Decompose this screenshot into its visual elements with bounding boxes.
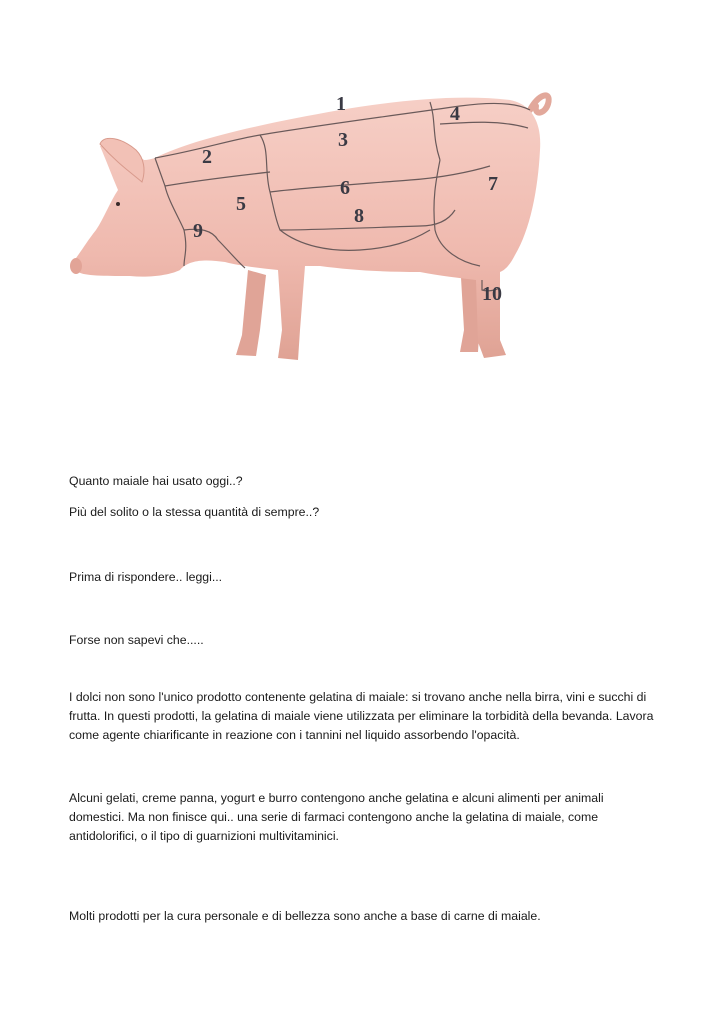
paragraph-question-2: Più del solito o la stessa quantità di sempre..? [69, 505, 320, 519]
cut-label-1: 1 [336, 93, 346, 115]
paragraph-foods-drugs: Alcuni gelati, creme panna, yogurt e burro contengono anche gelatina e alcuni alimenti per animali domestici. Ma non finisce qui.. una serie di farmaci contengono anche la gelatina di maiale, come antidolorifici, o il tipo di guarnizioni multivitaminici. [69, 791, 604, 843]
pig-tail [530, 95, 549, 112]
pig-snout [70, 258, 82, 274]
cut-label-9: 9 [193, 220, 203, 242]
cut-label-2: 2 [202, 146, 212, 168]
paragraph-question-1: Quanto maiale hai usato oggi..? [69, 474, 243, 488]
cut-label-6: 6 [340, 177, 350, 199]
cut-label-3: 3 [338, 129, 348, 151]
pig-svg [60, 80, 560, 370]
cut-label-7: 7 [488, 173, 498, 195]
cut-label-5: 5 [236, 193, 246, 215]
cut-label-4: 4 [450, 103, 460, 125]
cut-label-10: 10 [482, 283, 502, 305]
paragraph-beverages: I dolci non sono l'unico prodotto contenente gelatina di maiale: si trovano anche nella birra, vini e succhi di frutta. In questi prodotti, la gelatina di maiale viene utilizzata per eliminare la torbidità della bevanda. Lavora come agente chiarificante in reazione con i tannini nel liquido assorbendo l'opacità. [69, 690, 654, 742]
pig-eye [116, 202, 120, 206]
cut-label-8: 8 [354, 205, 364, 227]
paragraph-lead-in: Forse non sapevi che..... [69, 633, 204, 647]
paragraph-personal-care: Molti prodotti per la cura personale e di bellezza sono anche a base di carne di maiale. [69, 909, 541, 923]
pig-leg-front-far [236, 270, 266, 356]
paragraph-intro: Prima di rispondere.. leggi... [69, 570, 223, 584]
pig-cuts-illustration [60, 80, 560, 370]
